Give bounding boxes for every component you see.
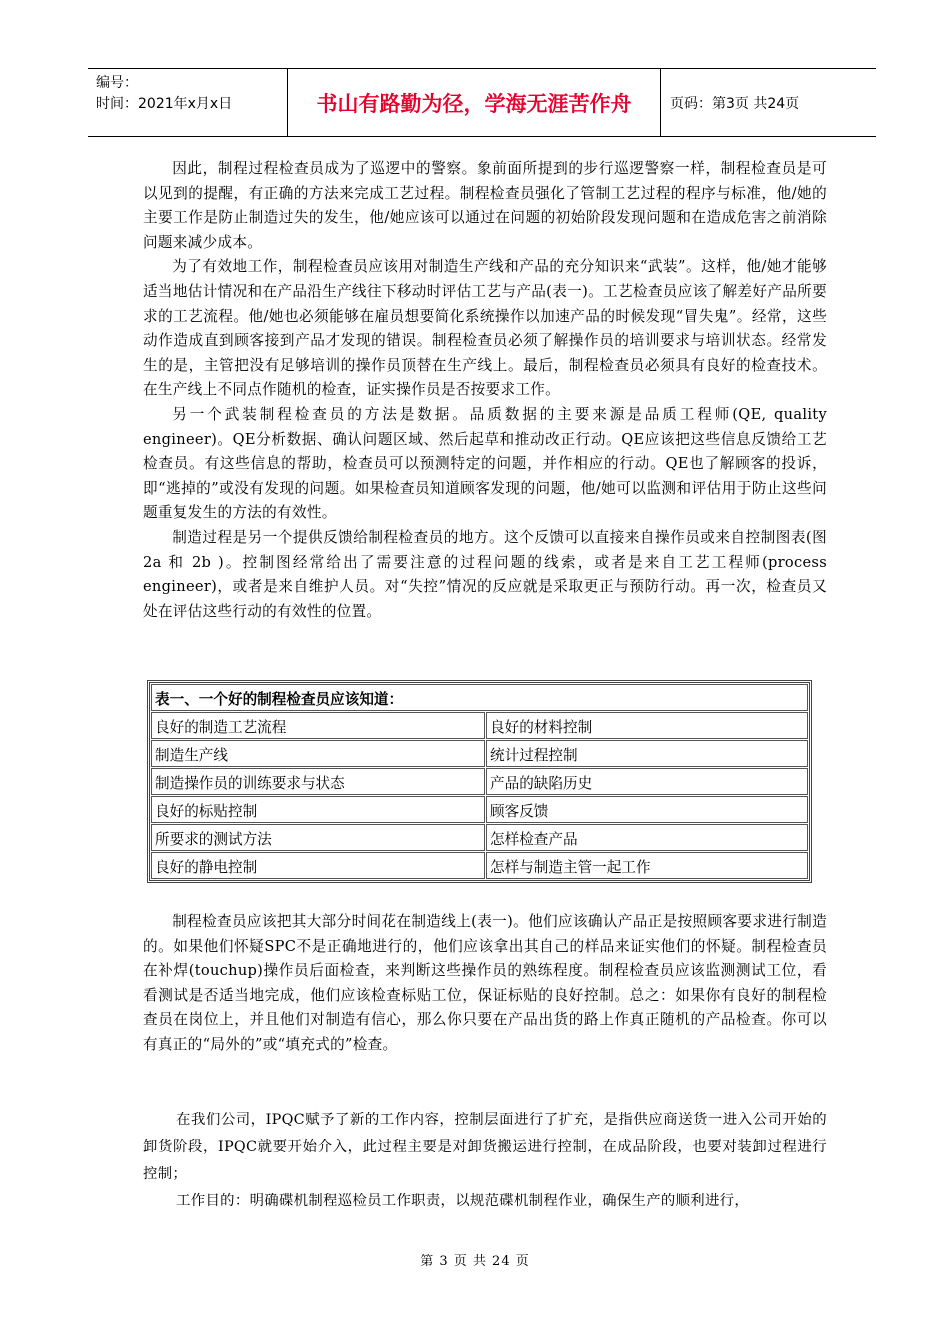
table-cell: 良好的材料控制 bbox=[486, 712, 808, 739]
header-meta bbox=[88, 69, 287, 136]
document-body bbox=[143, 157, 827, 624]
inspector-knowledge-table bbox=[147, 680, 812, 883]
table-cell: 制造生产线 bbox=[151, 740, 485, 767]
document-body-after-table bbox=[143, 910, 827, 1058]
table-row bbox=[151, 740, 808, 767]
paragraph: 制程检查员应该把其大部分时间花在制造线上(表一)。他们应该确认产品正是按照顾客要求进行制造的。如果他们怀疑SPC不是正确地进行的，他们应该拿出其自己的样品来证实他们的怀疑。制程检查员在补焊(touchup)操作员后面检查，来判断这些操作员的熟练程度。制程检查员应该监测测试工位，看看测试是否适当地完成，他们应该检查标贴工位，保证标贴的良好控制。总之：如果你有良好的制程检查员在岗位上，并且他们对制造有信心，那么你只要在产品出货的路上作真正随机的产品检查。你可以有真正的“局外的”或“填充式的”检查。 bbox=[143, 913, 827, 1053]
table-row bbox=[151, 796, 808, 823]
header-page-info: 页码：第3页 共24页 bbox=[670, 95, 800, 112]
table-cell: 良好的标贴控制 bbox=[151, 796, 485, 823]
table-row bbox=[151, 824, 808, 851]
time-label: 时间：2021年x月x日 bbox=[96, 96, 233, 112]
page-header bbox=[88, 68, 876, 137]
table bbox=[150, 683, 809, 880]
paragraph: 工作目的：明确碟机制程巡检员工作职责，以规范碟机制程作业，确保生产的顺利进行， bbox=[176, 1193, 750, 1209]
company-section bbox=[143, 1107, 827, 1215]
table-row bbox=[151, 712, 808, 739]
table-row bbox=[151, 852, 808, 879]
header-motto: 书山有路勤为径，学海无涯苦作舟 bbox=[287, 69, 661, 136]
table-cell: 统计过程控制 bbox=[486, 740, 808, 767]
paragraph: 为了有效地工作，制程检查员应该用对制造生产线和产品的充分知识来“武装”。这样，他/她才能够适当地估计情况和在产品沿生产线往下移动时评估工艺与产品(表一)。工艺检查员应该了解差好产品所要求的工艺流程。他/她也必须能够在雇员想要简化系统操作以加速产品的时候发现“冒失鬼”。经常，这些动作造成直到顾客接到产品才发现的错误。制程检查员必须了解操作员的培训要求与培训状态。经常发生的是，主管把没有足够培训的操作员顶替在生产线上。最后，制程检查员必须具有良好的检查技术。在生产线上不同点作随机的检查，证实操作员是否按要求工作。 bbox=[143, 258, 827, 399]
page-footer: 第 3 页 共 24 页 bbox=[420, 1254, 530, 1269]
paragraph: 制造过程是另一个提供反馈给制程检查员的地方。这个反馈可以直接来自操作员或来自控制图表(图 2a 和 2b )。控制图经常给出了需要注意的过程问题的线索，或者是来自工艺工程师(process engineer)，或者是来自维护人员。对“失控”情况的反应就是采取更正与预防行动。再一次，检查员又处在评估这些行动的有效性的位置。 bbox=[143, 528, 827, 620]
table-cell: 怎样与制造主管一起工作 bbox=[486, 852, 808, 879]
table-cell: 制造操作员的训练要求与状态 bbox=[151, 768, 485, 795]
table-cell: 所要求的测试方法 bbox=[151, 824, 485, 851]
paragraph: 另一个武装制程检查员的方法是数据。品质数据的主要来源是品质工程师(QE, quality engineer)。QE分析数据、确认问题区域、然后起草和推动改正行动。QE应该把这些信息反馈给工艺检查员。有这些信息的帮助，检查员可以预测特定的问题，并作相应的行动。QE也了解顾客的投诉，即“逃掉的”或没有发现的问题。如果检查员知道顾客发现的问题，他/她可以监测和评估用于防止这些问题重复发生的方法的有效性。 bbox=[143, 405, 827, 522]
serial-label: 编号： bbox=[96, 75, 138, 91]
table-cell: 良好的静电控制 bbox=[151, 852, 485, 879]
table-cell: 产品的缺陷历史 bbox=[486, 768, 808, 795]
table-cell: 怎样检查产品 bbox=[486, 824, 808, 851]
table-caption-row bbox=[151, 684, 808, 711]
table-caption: 表一、一个好的制程检查员应该知道： bbox=[151, 684, 808, 711]
table-cell: 顾客反馈 bbox=[486, 796, 808, 823]
paragraph: 因此，制程过程检查员成为了巡逻中的警察。象前面所提到的步行巡逻警察一样，制程检查员是可以见到的提醒，有正确的方法来完成工艺过程。制程检查员强化了管制工艺过程的程序与标准，他/她的主要工作是防止制造过失的发生，他/她应该可以通过在问题的初始阶段发现问题和在造成危害之前消除问题来减少成本。 bbox=[143, 160, 827, 251]
paragraph: 在我们公司，IPQC赋予了新的工作内容，控制层面进行了扩充，是指供应商送货一进入公司开始的卸货阶段，IPQC就要开始介入，此过程主要是对卸货搬运进行控制，在成品阶段，也要对装卸过程进行控制； bbox=[143, 1112, 827, 1182]
table-cell: 良好的制造工艺流程 bbox=[151, 712, 485, 739]
table-row bbox=[151, 768, 808, 795]
